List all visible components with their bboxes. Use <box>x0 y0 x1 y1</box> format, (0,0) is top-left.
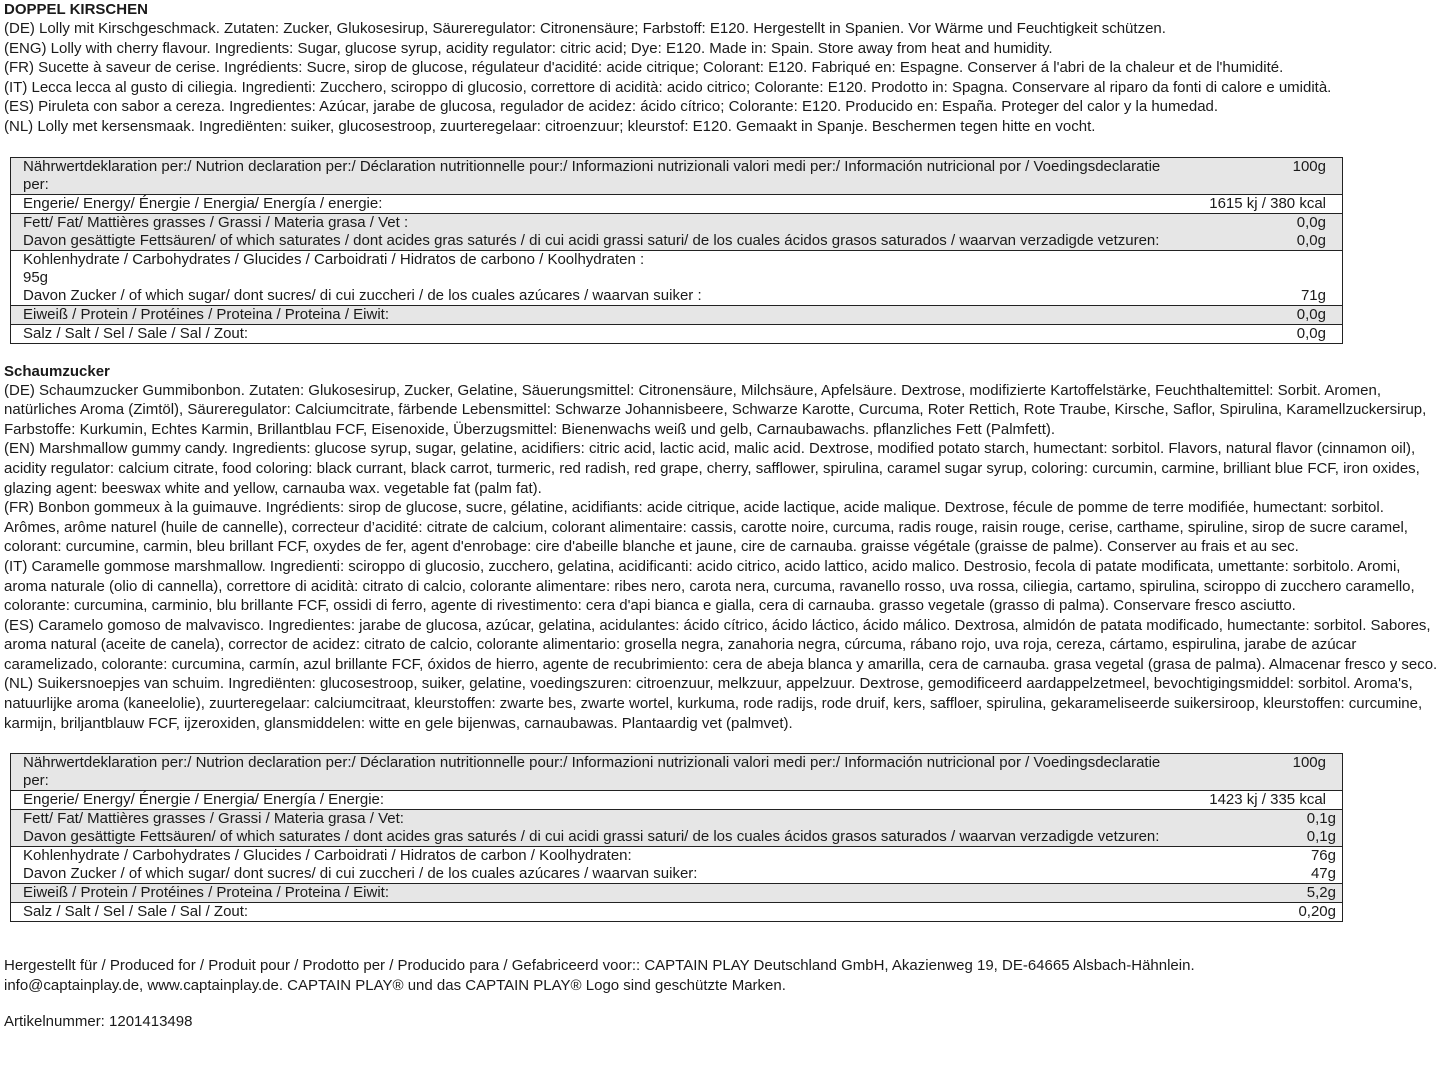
product1-text-fr: (FR) Sucette à saveur de cerise. Ingrédients: Sucre, sirop de glucose, régulateur d'acidité: acide citrique; Colorant: E120. Fabriqué en: Espagne. Conserver á l'abri de la chaleur et de l'humidité. <box>4 59 1284 77</box>
nutrition-label: Engerie/ Energy/ Énergie / Energia/ Energía / energie: <box>23 194 383 212</box>
nutrition-label: Kohlenhydrate / Carbohydrates / Glucides / Carboidrati / Hidratos de carbono / Koolhydraten : <box>23 250 645 268</box>
nutrition-value: 5,2g <box>1306 884 1336 902</box>
nutrition-value: 76g <box>1310 847 1336 865</box>
nutrition-row <box>11 158 1342 195</box>
nutrition-row <box>11 195 1342 214</box>
nutrition-label: Davon gesättigte Fettsäuren/ of which saturates / dont acides gras saturés / di cui acidi grassi saturi/ de los cuales ácidos grasos saturados / waarvan verzadigde vetzuren: <box>23 828 1160 846</box>
nutrition-value: 0,1g <box>1306 828 1336 846</box>
article-number: Artikelnummer: 1201413498 <box>4 1013 193 1031</box>
nutrition-row <box>11 847 1342 865</box>
product1-text-es: (ES) Piruleta con sabor a cereza. Ingredientes: Azúcar, jarabe de glucosa, regulador de acidez: ácido cítrico; Colorante: E120. Producido en: España. Proteger del calor y la humedad. <box>4 98 1219 116</box>
nutrition-row <box>11 325 1342 343</box>
manufacturer-line-2: info@captainplay.de, www.captainplay.de. CAPTAIN PLAY® und das CAPTAIN PLAY® Logo sind geschützte Marken. <box>4 977 786 995</box>
nutrition-row <box>11 884 1342 903</box>
nutrition-label: Salz / Salt / Sel / Sale / Sal / Zout: <box>23 903 249 921</box>
nutrition-label: Kohlenhydrate / Carbohydrates / Glucides / Carboidrati / Hidratos de carbon / Koolhydraten: <box>23 847 632 865</box>
nutrition-value: 100g <box>1292 754 1326 772</box>
nutrition-label: Salz / Salt / Sel / Sale / Sal / Zout: <box>23 324 249 342</box>
nutrition-value: 0,20g <box>1298 903 1336 921</box>
product1-text-nl: (NL) Lolly met kersensmaak. Ingrediënten: suiker, glucosestroop, zuurteregelaar: citroenzuur; kleurstof: E120. Gemaakt in Spanje. Beschermen tegen hitte en vocht. <box>4 117 1096 135</box>
product2-nutrition-table <box>10 753 1343 922</box>
nutrition-label: Nährwertdeklaration per:/ Nutrion declaration per:/ Déclaration nutritionnelle pour:/ Informazioni nutrizionali valori medi per:/ Información nutricional por / Voedingsdeclaratie per: <box>23 157 1161 193</box>
nutrition-label: 95g <box>23 268 49 286</box>
product1-nutrition-table <box>10 157 1343 344</box>
nutrition-value: 0,0g <box>1296 231 1326 249</box>
nutrition-row <box>11 251 1342 269</box>
manufacturer-line-1: Hergestellt für / Produced for / Produit pour / Prodotto per / Producido para / Gefabriceerd voor:: CAPTAIN PLAY Deutschland GmbH, Akazienweg 19, DE-64665 Alsbach-Hähnlein. <box>4 957 1195 975</box>
nutrition-value: 0,1g <box>1306 810 1336 828</box>
nutrition-row <box>11 306 1342 325</box>
nutrition-row <box>11 754 1342 791</box>
product2-title: Schaumzucker <box>4 362 110 380</box>
nutrition-label: Eiweiß / Protein / Protéines / Proteina / Proteina / Eiwit: <box>23 305 389 323</box>
product2-text-fr: (FR) Bonbon gommeux à la guimauve. Ingrédients: sirop de glucose, sucre, gélatine, acidifiants: acide citrique, acide lactique, acide malique. Dextrose, fécule de pomme de terre modifiée, humectant: sorbitol. Arômes, arôme naturel (huile de cannelle), correcteur d’acidité: citrate de calcium, colorant alimentaire: cassis, carotte noire, curcuma, radis rouge, raisin rouge, cerise, carthame, spiruline, sirop de sucre caramel, colorant: curcumine, carmin, bleu brillant FCF, oxydes de fer, agent d'enrobage: cire d'abeille blanche et jaune, cire de carnauba. graisse végétale (graisse de palme). Conserver au frais et au sec. <box>4 499 1408 556</box>
nutrition-label: Davon Zucker / of which sugar/ dont sucres/ di cui zuccheri / de los cuales azúcares / waarvan suiker : <box>23 286 702 304</box>
nutrition-label: Engerie/ Energy/ Énergie / Energia/ Energía / Energie: <box>23 791 385 809</box>
nutrition-row <box>11 287 1342 306</box>
product1-title: DOPPEL KIRSCHEN <box>4 1 148 18</box>
nutrition-row <box>11 865 1342 884</box>
nutrition-value: 1615 kj / 380 kcal <box>1209 194 1326 212</box>
nutrition-label: Fett/ Fat/ Mattières grasses / Grassi / Materia grasa / Vet: <box>23 810 404 828</box>
nutrition-row <box>11 903 1342 921</box>
nutrition-row <box>11 791 1342 810</box>
nutrition-value: 0,0g <box>1296 213 1326 231</box>
product1-text-en: (ENG) Lolly with cherry flavour. Ingredients: Sugar, glucose syrup, acidity regulator: citric acid; Dye: E120. Made in: Spain. Store away from heat and humidity. <box>4 39 1053 57</box>
product2-text-en: (EN) Marshmallow gummy candy. Ingredients: glucose syrup, sugar, gelatine, acidifiers: citric acid, lactic acid, malic acid. Dextrose, modified potato starch, humectant: sorbitol. Flavors, natural flavor (cinnamon oil), acidity regulator: calcium citrate, food coloring: black currant, black carrot, turmeric, red radish, red grape, cherry, safflower, spirulina, caramel sugar syrup, coloring: curcumin, carmine, brilliant blue FCF, iron oxides, glazing agent: beeswax white and yellow, carnauba wax. vegetable fat (palm fat). <box>4 440 1420 497</box>
nutrition-label: Davon Zucker / of which sugar/ dont sucres/ di cui zuccheri / de los cuales azúcares / waarvan suiker: <box>23 865 698 883</box>
nutrition-label: Fett/ Fat/ Mattières grasses / Grassi / Materia grasa / Vet : <box>23 213 409 231</box>
product2-text-es: (ES) Caramelo gomoso de malvavisco. Ingredientes: jarabe de glucosa, azúcar, gelatina, acidulantes: ácido cítrico, ácido láctico, ácido málico. Dextrosa, almidón de patata modificado, humectante: sorbitol. Sabores, aroma natural (aceite de canela), corrector de acidez: citrato de calcio, colorante alimentario: grosella negra, zanahoria negra, cúrcuma, rábano rojo, uva roja, cereza, cártamo, espirulina, jarabe de azúcar caramelizado, colorante: curcumina, carmín, azul brillante FCF, óxidos de hierro, agente de recubrimiento: cera de abeja blanca y amarilla, cera de carnauba. grasa vegetal (grasa de palma). Almacenar fresco y seco. <box>4 616 1438 673</box>
nutrition-value: 0,0g <box>1296 305 1326 323</box>
nutrition-label: Eiweiß / Protein / Protéines / Proteina / Proteina / Eiwit: <box>23 884 389 902</box>
product1-text-de: (DE) Lolly mit Kirschgeschmack. Zutaten: Zucker, Glukosesirup, Säureregulator: Citronensäure; Farbstoff: E120. Hergestellt in Spanien. Vor Wärme und Feuchtigkeit schützen. <box>4 20 1166 37</box>
nutrition-label: Davon gesättigte Fettsäuren/ of which saturates / dont acides gras saturés / di cui acidi grassi saturi/ de los cuales ácidos grasos saturados / waarvan verzadigde vetzuren: <box>23 231 1160 249</box>
product2-text-it: (IT) Caramelle gommose marshmallow. Ingredienti: sciroppo di glucosio, zucchero, gelatina, acidificanti: acido citrico, acido lattico, acido malico. Destrosio, fecola di patate modificata, umettante: sorbitolo. Aromi, aroma naturale (olio di cannella), correttore di acidità: citrato di calcio, colorante alimentare: ribes nero, carota nera, curcuma, ravanello rosso, uva rossa, ciliegia, cartamo, spirulina, sciroppo di zucchero caramello, colorante: curcumina, carminio, blu brillante FCF, ossidi di ferro, agente di rivestimento: cera d'api bianca e gialla, cera di carnauba. grasso vegetale (grasso di palma). Conservare fresco asciutto. <box>4 557 1415 615</box>
product1-text-it: (IT) Lecca lecca al gusto di ciliegia. Ingredienti: Zucchero, sciroppo di glucosio, correttore di acidità: acido citrico; Colorante: E120. Prodotto in: Spagna. Conservare al riparo da fonti di calore e umidità. <box>4 78 1332 96</box>
nutrition-value: 0,0g <box>1296 324 1326 342</box>
product2-text-de: (DE) Schaumzucker Gummibonbon. Zutaten: Glukosesirup, Zucker, Gelatine, Säuerungsmittel: Citronensäure, Milchsäure, Apfelsäure. Dextrose, modifizierte Kartoffelstärke, Feuchthaltemittel: Sorbit. Aromen, natürliches Aroma (Zimtöl), Säureregulator: Calciumcitrate, färbende Lebensmittel: Schwarze Johannisbeere, Schwarze Karotte, Curcuma, Roter Rettich, Rote Traube, Kirsche, Saflor, Spirulina, Karamellzuckersirup, Farbstoffe: Kurkumin, Echtes Karmin, Brillantblau FCF, Eisenoxide, Überzugsmittel: Bienenwachs weiß und gelb, Carnaubawachs. pflanzliches Fett (Palmfett). <box>4 381 1427 438</box>
nutrition-value: 100g <box>1292 157 1326 175</box>
nutrition-value: 1423 kj / 335 kcal <box>1209 791 1326 809</box>
nutrition-row <box>11 214 1342 232</box>
product2-text-nl: (NL) Suikersnoepjes van schuim. Ingrediënten: glucosestroop, suiker, gelatine, voedingszuren: citroenzuur, melkzuur, appelzuur. Dextrose, gemodificeerd aardappelzetmeel, bevochtigingsmiddel: sorbitol. Aroma's, natuurlijke aroma (kaneelolie), zuurteregelaar: calciumcitraat, kleurstoffen: zwarte bes, zwarte wortel, kurkuma, rode radijs, rode druif, kers, saffloer, spirulina, gekarameliseerde suikersiroop, kleurstoffen: curcumine, karmijn, briljantblauw FCF, ijzeroxiden, glansmiddelen: witte en gele bijenwas, carnaubawas. Plantaardig vet (palmvet). <box>4 675 1423 732</box>
nutrition-value: 71g <box>1300 286 1326 304</box>
nutrition-row <box>11 810 1342 828</box>
label-document <box>4 0 1442 1032</box>
nutrition-row <box>11 269 1342 287</box>
nutrition-label: Nährwertdeklaration per:/ Nutrion declaration per:/ Déclaration nutritionnelle pour:/ Informazioni nutrizionali valori medi per:/ Información nutricional por / Voedingsdeclaratie per: <box>23 754 1161 790</box>
nutrition-row <box>11 232 1342 251</box>
nutrition-value: 47g <box>1310 865 1336 883</box>
nutrition-row <box>11 828 1342 847</box>
